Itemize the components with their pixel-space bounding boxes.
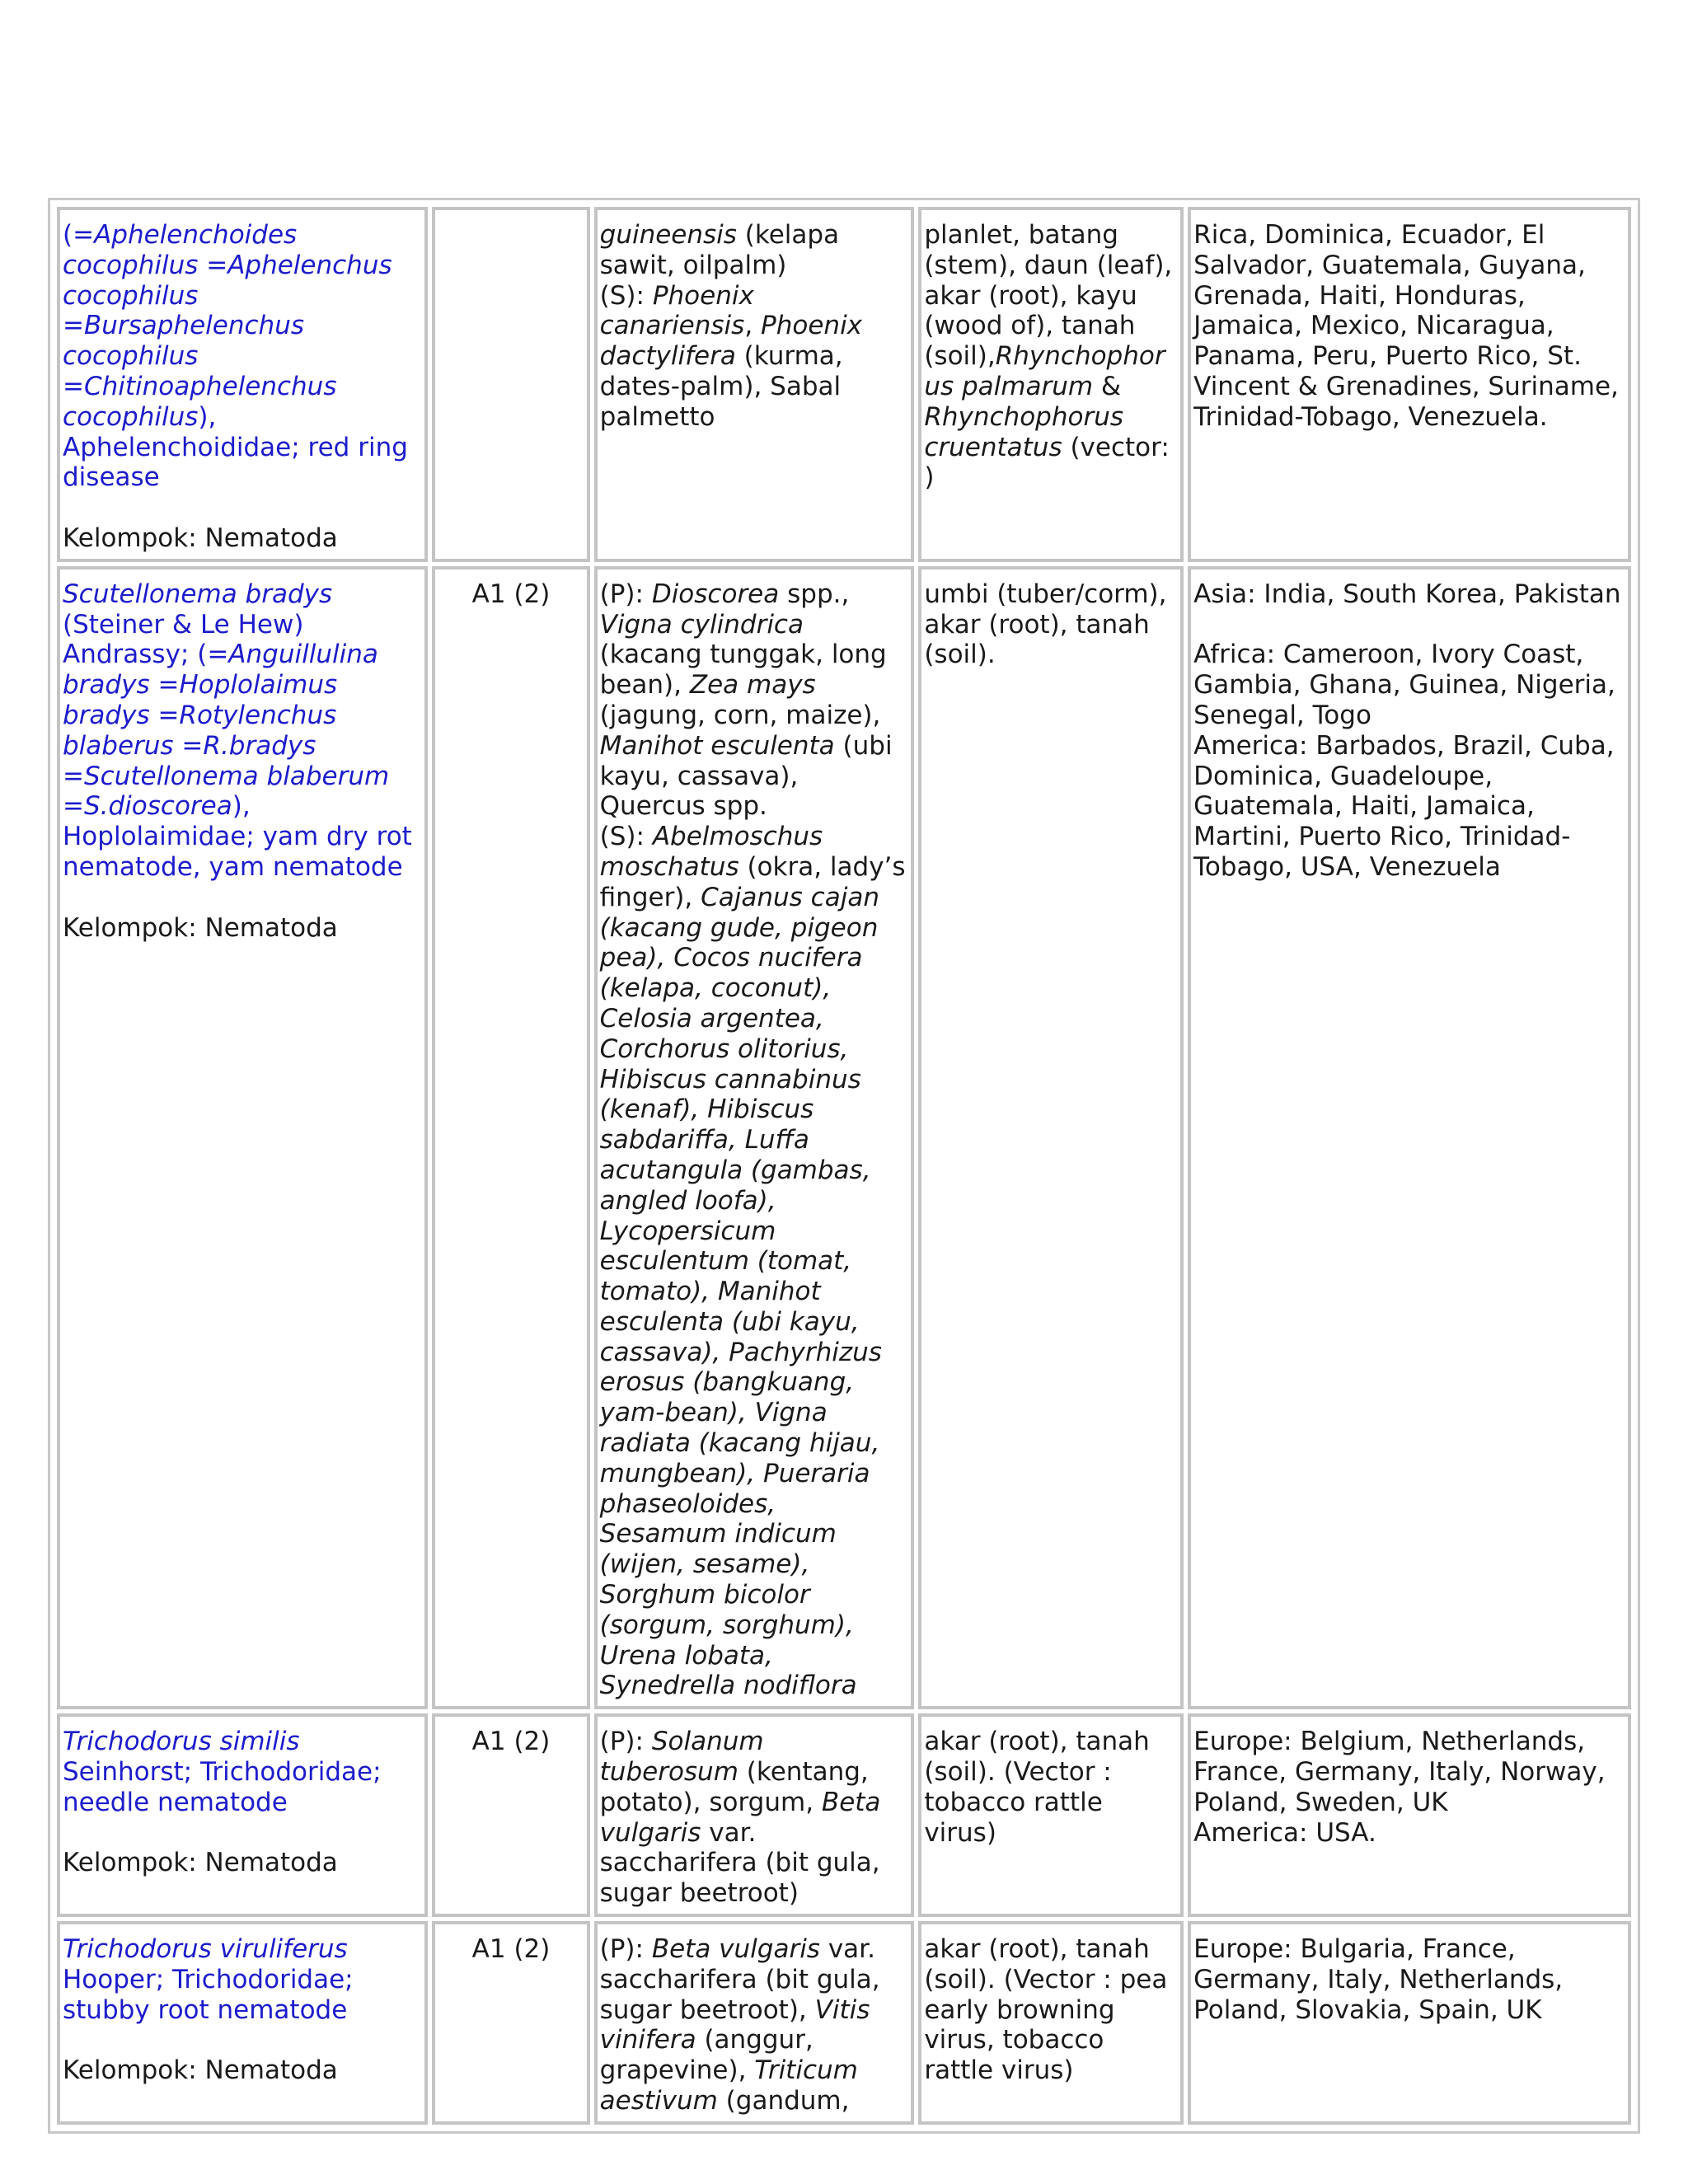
pathway-cell <box>918 566 1184 1709</box>
italic-text-run: Beta vulgaris <box>651 1934 820 1965</box>
text-run: (kurma, dates-palm), Sabal palmetto <box>599 341 843 432</box>
italic-text-run: Phoenix canariensis <box>599 280 754 341</box>
organism-cell <box>57 1921 428 2125</box>
text-run: (S): <box>599 280 653 311</box>
table-row <box>57 566 1631 1709</box>
text-run: (P): <box>599 1934 652 1965</box>
pathway-cell <box>918 1713 1184 1917</box>
text-run: (S): <box>599 822 653 852</box>
organism-group-label: Kelompok: Nematoda <box>63 912 338 943</box>
table-row <box>57 1921 1631 2125</box>
host-plants-cell <box>594 207 915 562</box>
text-run: planlet, batang (stem), daun (leaf), akar (root), kayu (wood of), tanah (soil), <box>924 220 1173 372</box>
text-run: (= <box>63 220 95 250</box>
organism-cell <box>57 566 428 1709</box>
category-cell <box>432 207 589 562</box>
text-run: (kelapa sawit, oilpalm) <box>599 220 840 280</box>
organism-cell <box>57 207 428 562</box>
italic-text-run: Triticum aestivum <box>599 2055 858 2116</box>
italic-text-run: Abelmoschus moschatus <box>599 822 823 882</box>
distribution-paragraph: Europe: Belgium, Netherlands, France, Germany, Italy, Norway, Poland, Sweden, UK <box>1193 1727 1606 1817</box>
distribution-paragraph: Asia: India, South Korea, Pakistan <box>1193 579 1621 609</box>
category-cell: A1 (2) <box>432 1921 589 2125</box>
organism-name <box>63 220 408 492</box>
table-row <box>57 1713 1631 1917</box>
text-run: (okra, lady’s finger), <box>599 851 906 912</box>
organism-group-label: Kelompok: Nematoda <box>63 523 338 553</box>
text-run: (jagung, corn, maize), <box>599 700 881 730</box>
text-run: var. saccharifera (bit gula, sugar beetroot), <box>599 1934 880 2025</box>
distribution-cell <box>1188 1921 1631 2125</box>
text-run: spp., <box>779 579 850 609</box>
distribution-cell <box>1188 566 1631 1709</box>
distribution-paragraph: Europe: Bulgaria, France, Germany, Italy, Netherlands, Poland, Slovakia, Spain, UK <box>1193 1934 1564 2025</box>
text-run: Seinhorst; Trichodoridae; needle nematode <box>63 1757 382 1817</box>
host-plants-cell <box>594 1921 915 2125</box>
italic-text-run: Solanum tuberosum <box>599 1727 764 1788</box>
italic-text-run: Trichodorus viruliferus <box>63 1934 348 1965</box>
pathway-cell <box>918 1921 1184 2125</box>
text-run: (anggur, grapevine), <box>599 2025 814 2086</box>
organism-cell <box>57 1713 428 1917</box>
italic-text-run: Rhynchophorus cruentatus <box>924 401 1124 462</box>
text-run: & <box>1093 371 1122 401</box>
category-cell: A1 (2) <box>432 1713 589 1917</box>
table-body <box>57 207 1631 2125</box>
text-run: (P): <box>599 579 652 609</box>
organism-group-label: Kelompok: Nematoda <box>63 1848 338 1878</box>
italic-text-run: guineensis <box>599 220 737 250</box>
distribution-paragraph: America: USA. <box>1193 1817 1376 1848</box>
text-run: var. saccharifera (bit gula, sugar beetroot) <box>599 1817 880 1909</box>
organism-group-label: Kelompok: Nematoda <box>63 2055 338 2086</box>
italic-text-run: Trichodorus similis <box>63 1727 300 1757</box>
italic-text-run: Aphelenchoides cocophilus =Aphelenchus cocophilus =Bursaphelenchus cocophilus =Chitinoaphelenchus cocophilus <box>63 220 392 432</box>
italic-text-run: Dioscorea <box>651 579 780 609</box>
text-run: (kentang, potato), sorgum, <box>599 1757 869 1817</box>
organism-name <box>63 1727 382 1817</box>
italic-text-run: Manihot esculenta <box>599 730 835 761</box>
italic-text-run: Vitis vinifera <box>599 1994 870 2055</box>
distribution-cell <box>1188 1713 1631 1917</box>
text-run: Hooper; Trichodoridae; stubby root nematode <box>63 1964 354 2025</box>
italic-text-run: Vigna cylindrica <box>599 609 804 640</box>
pest-table-frame <box>48 198 1640 2134</box>
category-cell: A1 (2) <box>432 566 589 1709</box>
text-run: , <box>744 311 762 341</box>
text-run: ), Aphelenchoididae; red ring disease <box>63 401 408 493</box>
organism-name <box>63 579 412 882</box>
host-plants-cell <box>594 566 915 1709</box>
organism-name <box>63 1934 354 2025</box>
italic-text-run: Anguillulina bradys =Hoplolaimus bradys =Rotylenchus blaberus =R.bradys =Scutellonema blaberum =S.dioscorea <box>63 640 390 822</box>
distribution-paragraph: Africa: Cameroon, Ivory Coast, Gambia, Ghana, Guinea, Nigeria, Senegal, Togo <box>1193 640 1615 730</box>
italic-text-run: Rhynchophorus palmarum <box>924 341 1165 401</box>
distribution-paragraph: Rica, Dominica, Ecuador, El Salvador, Guatemala, Guyana, Grenada, Haiti, Honduras, Jamaica, Mexico, Nicaragua, Panama, Peru, Puerto Rico, St. Vincent & Grenadines, Suriname, Trinidad-Tobago, Venezuela. <box>1193 220 1619 432</box>
text-run: (gandum, <box>717 2086 850 2116</box>
pest-list-table <box>53 203 1635 2129</box>
italic-text-run: Beta vulgaris <box>599 1787 881 1848</box>
host-plants-cell <box>594 1713 915 1917</box>
italic-text-run: Phoenix dactylifera <box>599 311 863 372</box>
distribution-cell <box>1188 207 1631 562</box>
italic-text-run: Zea mays <box>689 670 816 701</box>
pathway-cell <box>918 207 1184 562</box>
text-run: (ubi kayu, cassava), Quercus spp. <box>599 730 893 822</box>
text-run: akar (root), tanah (soil). (Vector : tobacco rattle virus) <box>924 1727 1150 1848</box>
text-run: (Steiner & Le Hew) Andrassy; (= <box>63 609 304 670</box>
italic-text-run: Cajanus cajan (kacang gude, pigeon pea), Cocos nucifera (kelapa, coconut), Celosia argentea, Corchorus olitorius, Hibiscus cannabinus (kenaf), Hibiscus sabdariffa, Luffa acutangula (gambas, angled loofa), Lycopersicum esculentum (tomat, tomato), Manihot esculenta (ubi kayu, cassava), Pachyrhizus erosus (bangkuang, yam-bean), Vigna radiata (kacang hijau, mungbean), Pueraria phaseoloides, Sesamum indicum (wijen, sesame), Sorghum bicolor (sorgum, sorghum), Urena lobata, Synedrella nodiflora <box>599 882 882 1701</box>
text-run: akar (root), tanah (soil). (Vector : pea early browning virus, tobacco rattle virus) <box>924 1934 1168 2086</box>
text-run: ), Hoplolaimidae; yam dry rot nematode, yam nematode <box>63 791 412 882</box>
text-run: (kacang tunggak, long bean), <box>599 640 887 701</box>
distribution-paragraph: America: Barbados, Brazil, Cuba, Dominica, Guadeloupe, Guatemala, Haiti, Jamaica, Martini, Puerto Rico, Trinidad-Tobago, USA, Venezuela <box>1193 730 1615 882</box>
italic-text-run: Scutellonema bradys <box>63 579 333 609</box>
text-run: umbi (tuber/corm), akar (root), tanah (soil). <box>924 579 1167 670</box>
text-run: (vector: ) <box>924 432 1170 493</box>
table-row <box>57 207 1631 562</box>
text-run: (P): <box>599 1727 652 1757</box>
